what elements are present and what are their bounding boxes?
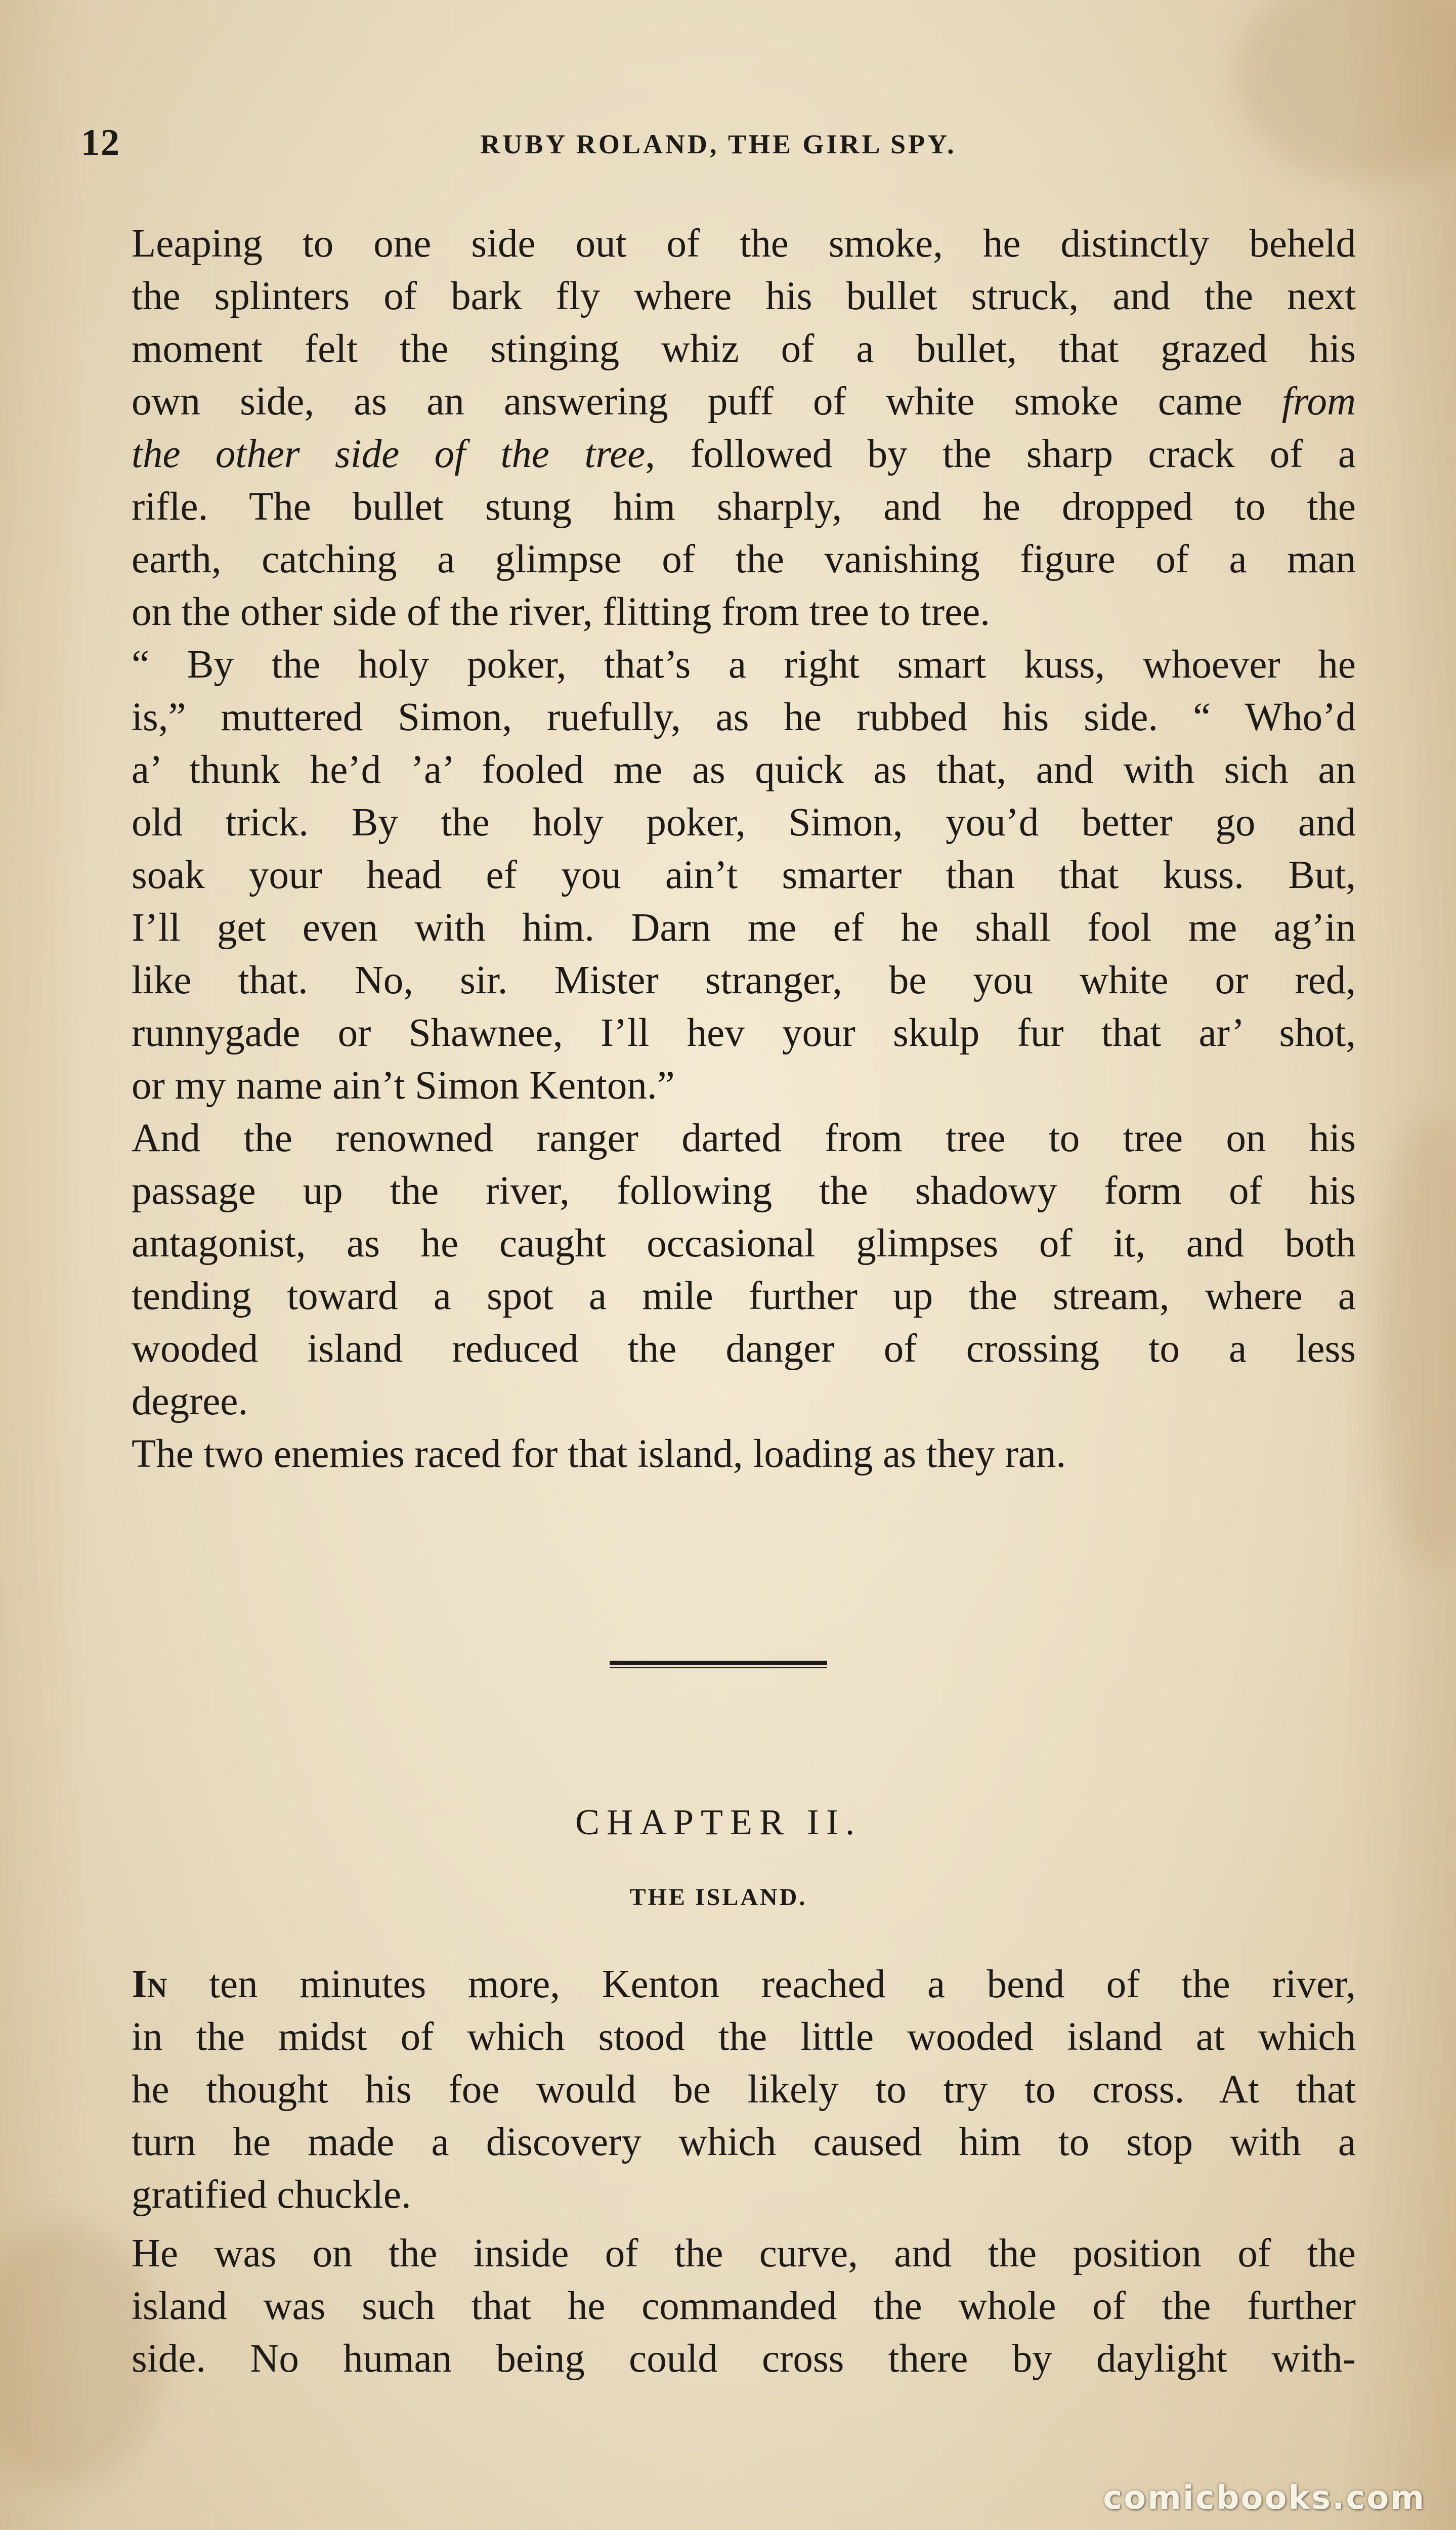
text-line: tending toward a spot a mile further up the stream, where a: [132, 1274, 1356, 1318]
chapter-title: CHAPTER II.: [575, 1802, 862, 1842]
paragraph: [81, 1112, 1356, 1428]
paragraph: [81, 218, 1356, 639]
text-line: like that. No, sir. Mister stranger, be you white or red,: [132, 958, 1356, 1002]
section-divider: [610, 1661, 827, 1665]
text-line: old trick. By the holy poker, Simon, you’d better go and: [132, 800, 1356, 845]
text-line: He was on the inside of the curve, and the position of the: [132, 2231, 1356, 2275]
text-line: island was such that he commanded the whole of the further: [132, 2284, 1356, 2328]
text-line: [81, 375, 1356, 428]
text-line: turn he made a discovery which caused him to stop with a: [132, 2120, 1356, 2164]
text-line: gratified chuckle.: [132, 2173, 411, 2217]
text-line: I’ll get even with him. Darn me ef he shall fool me ag’in: [132, 906, 1356, 950]
paragraph: [81, 1428, 1356, 1481]
chapter-subtitle: THE ISLAND.: [629, 1884, 807, 1911]
text-line: [81, 1958, 1356, 2011]
paragraph: [81, 1958, 1356, 2221]
text-line: moment felt the stinging whiz of a bullet, that grazed his: [132, 327, 1356, 371]
text-line: Leaping to one side out of the smoke, he distinctly beheld: [132, 222, 1356, 266]
text-line: wooded island reduced the danger of crossing to a less: [132, 1327, 1356, 1371]
text-line: or my name ain’t Simon Kenton.”: [132, 1064, 675, 1108]
page-number: 12: [81, 122, 120, 163]
text-line: “ By the holy poker, that’s a right smart kuss, whoever he: [132, 643, 1356, 687]
running-head: RUBY ROLAND, THE GIRL SPY.: [480, 129, 957, 159]
text-line: soak your head ef you ain’t smarter than that kuss. But,: [132, 853, 1356, 897]
text-line: he thought his foe would be likely to try to cross. At that: [132, 2068, 1356, 2112]
paragraph: [81, 2227, 1356, 2385]
italic-text: the other side of the tree: [132, 432, 646, 476]
text-line: is,” muttered Simon, ruefully, as he rubbed his side. “ Who’d: [132, 695, 1356, 739]
text-line: side. No human being could cross there by daylight with-: [132, 2337, 1356, 2381]
text-run: ten minutes more, Kenton reached a bend of the river,: [209, 1962, 1356, 2006]
text-line: in the midst of which stood the little wooded island at which: [132, 2015, 1356, 2059]
text-line: [81, 428, 1356, 481]
text-line: a’ thunk he’d ’a’ fooled me as quick as that, and with sich an: [132, 748, 1356, 792]
text-line: And the renowned ranger darted from tree to tree on his: [132, 1116, 1356, 1160]
text-line: The two enemies raced for that island, loading as they ran.: [132, 1432, 1066, 1476]
watermark: comicbooks.com: [1103, 2479, 1426, 2517]
italic-text: from: [1281, 380, 1356, 424]
paragraph: [81, 639, 1356, 1112]
text-line: antagonist, as he caught occasional glimpses of it, and both: [132, 1221, 1356, 1266]
text-line: degree.: [132, 1379, 248, 1423]
drop-word: In: [132, 1962, 167, 2006]
text-line: the splinters of bark fly where his bullet struck, and the next: [132, 274, 1356, 318]
text-line: rifle. The bullet stung him sharply, and he dropped to the: [132, 485, 1356, 529]
text-line: runnygade or Shawnee, I’ll hev your skulp fur that ar’ shot,: [132, 1011, 1356, 1055]
text-line: passage up the river, following the shadowy form of his: [132, 1169, 1356, 1213]
text-run: own side, as an answering puff of white smoke came: [132, 380, 1282, 424]
page-header: [81, 121, 1356, 172]
text-line: on the other side of the river, flitting from tree to tree.: [132, 590, 990, 634]
text-line: earth, catching a glimpse of the vanishing figure of a man: [132, 537, 1356, 581]
text-run: , followed by the sharp crack of a: [645, 432, 1356, 476]
paper-stain: [1375, 1113, 1456, 1569]
